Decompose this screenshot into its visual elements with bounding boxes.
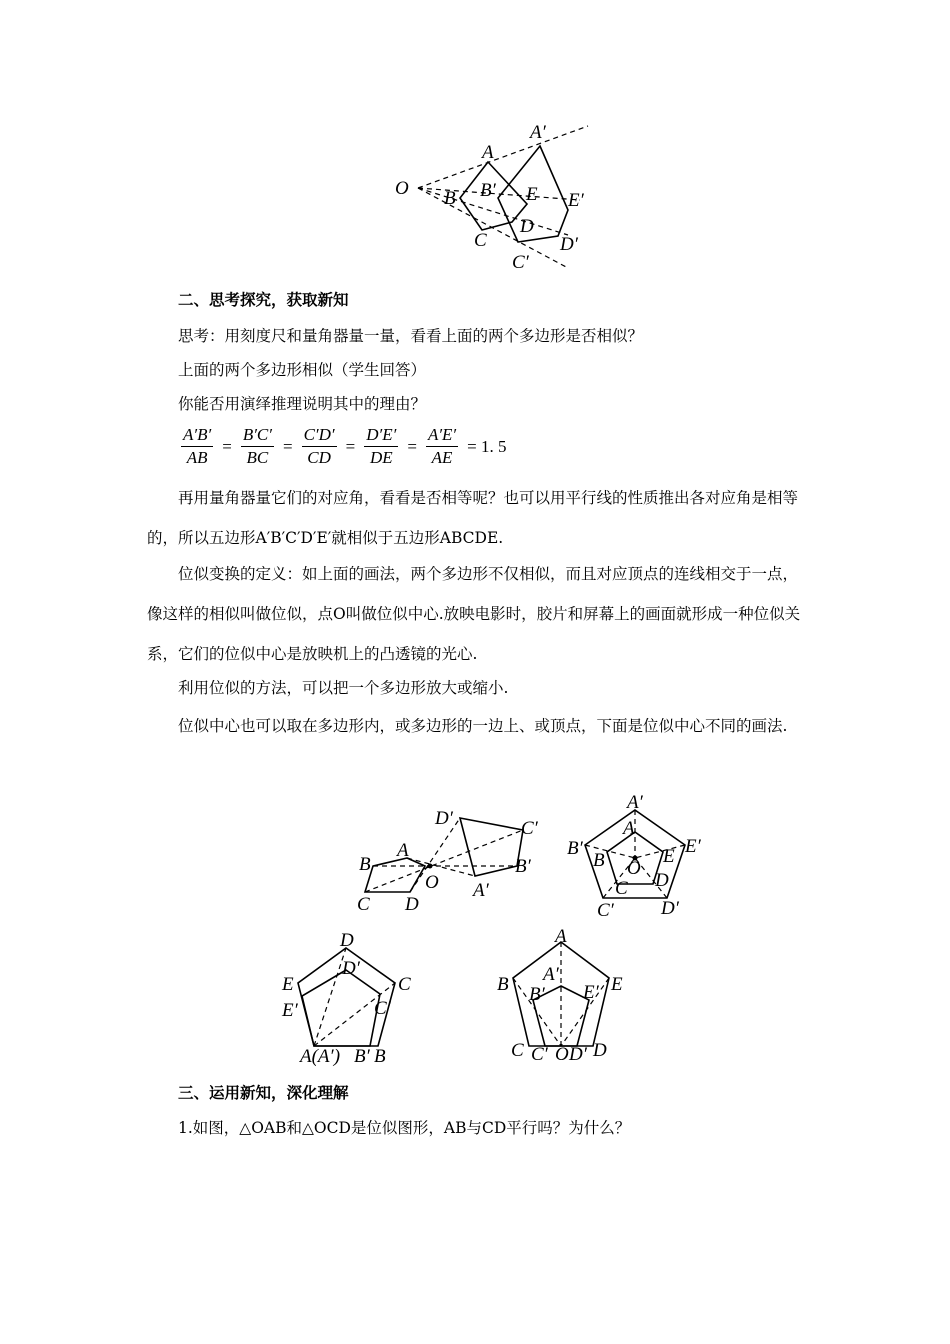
label-B-prime: B′ — [480, 180, 496, 201]
label-C: C — [398, 974, 411, 995]
label-D: D — [520, 216, 534, 237]
label-D: D — [405, 894, 419, 915]
label-B: B — [593, 850, 605, 871]
label-A-prime: A′ — [530, 122, 546, 143]
label-D-prime: D′ — [661, 898, 679, 919]
label-D-prime: D′ — [569, 1044, 587, 1065]
ratio-result: = 1. 5 — [467, 436, 507, 456]
label-D-prime: D′ — [435, 808, 453, 829]
label-A-A-prime: A(A′) — [300, 1046, 341, 1067]
label-A: A — [397, 840, 409, 861]
label-D: D — [340, 930, 354, 951]
section3-heading: 三、运用新知，深化理解 — [178, 1084, 349, 1102]
label-D: D — [655, 870, 669, 891]
reasoning-question: 你能否用演绎推理说明其中的理由？ — [178, 395, 427, 413]
label-D-prime: D′ — [342, 958, 360, 979]
label-A: A — [623, 818, 635, 839]
homothety-figure-outside — [355, 808, 555, 913]
label-A: A — [482, 142, 494, 163]
label-B-prime: B′ — [354, 1046, 370, 1067]
label-C: C — [474, 230, 487, 251]
ratio-fraction: $\frac{C'D'}{CD}$ — [303, 425, 335, 467]
paragraph-angles: 再用量角器量它们的对应角，看看是否相等呢？也可以用平行线的性质推出各对应角是相等的，所以五边形A′B′C′D′E′就相似于五边形ABCDE. — [147, 489, 799, 547]
label-C-prime: C′ — [531, 1044, 548, 1065]
label-C-prime: C′ — [521, 818, 538, 839]
label-A-prime: A′ — [627, 792, 643, 813]
label-B-prime: B′ — [567, 838, 583, 859]
center-point — [428, 864, 433, 869]
label-E: E — [526, 184, 538, 205]
label-O: O — [555, 1044, 569, 1065]
homothety-figure-side — [495, 928, 635, 1063]
label-C-prime: C′ — [597, 900, 614, 921]
label-A-prime: A′ — [473, 880, 489, 901]
think-question: 思考：用刻度尺和量角器量一量，看看上面的两个多边形是否相似？ — [178, 327, 644, 345]
label-B: B — [374, 1046, 386, 1067]
label-E: E — [282, 974, 294, 995]
ratio-formula: $\frac{A'B'}{AB}$ = $\frac{B'C'}{BC}$ = $\frac{C'D'}{CD}$ = $\frac{D'E'}{DE}$ = $\frac{A'E'}{AE}$ = 1. 5 — [183, 425, 507, 467]
label-E-prime: E′ — [568, 190, 584, 211]
label-E: E — [663, 846, 675, 867]
label-B: B — [444, 188, 456, 209]
homothety-figure-vertex — [280, 928, 420, 1067]
student-answer: 上面的两个多边形相似（学生回答） — [178, 361, 427, 379]
ratio-fraction: $\frac{B'C'}{BC}$ — [242, 425, 272, 467]
label-C: C — [615, 878, 628, 899]
exercise-1: 1.如图，△OAB和△OCD是位似图形，AB与CD平行吗？为什么？ — [178, 1119, 631, 1137]
label-C-prime: C′ — [512, 252, 529, 273]
label-E-prime: E′ — [282, 1000, 298, 1021]
label-C: C — [511, 1040, 524, 1061]
ratio-fraction: $\frac{A'B'}{AB}$ — [183, 425, 212, 467]
section2-heading: 二、思考探究，获取新知 — [178, 291, 349, 309]
paragraph-definition: 位似变换的定义：如上面的画法，两个多边形不仅相似，而且对应顶点的连线相交于一点，像这样的相似叫做位似，点O叫做位似中心.放映电影时，胶片和屏幕上的画面就形成一种位似关系，它们的位似中心是放映机上的凸透镜的光心. — [147, 565, 801, 663]
ratio-fraction: $\frac{D'E'}{DE}$ — [366, 425, 397, 467]
label-O: O — [627, 858, 641, 879]
label-E-prime: E′ — [583, 982, 599, 1003]
label-O: O — [425, 872, 439, 893]
paragraph-scale: 利用位似的方法，可以把一个多边形放大或缩小. — [178, 679, 509, 697]
label-C: C — [357, 894, 370, 915]
label-E: E — [611, 974, 623, 995]
label-A: A — [555, 926, 567, 947]
label-B: B — [359, 854, 371, 875]
label-B: B — [497, 974, 509, 995]
label-E-prime: E′ — [685, 836, 701, 857]
label-B-prime: B′ — [529, 984, 545, 1005]
label-D: D — [593, 1040, 607, 1061]
label-B-prime: B′ — [515, 856, 531, 877]
label-C-prime: C′ — [374, 998, 391, 1019]
label-O: O — [395, 178, 409, 199]
ratio-fraction: $\frac{A'E'}{AE}$ — [427, 425, 457, 467]
label-A-prime: A′ — [543, 964, 559, 985]
homothety-figure-inside — [565, 790, 715, 920]
homothety-figure-top — [390, 118, 600, 273]
label-D-prime: D′ — [560, 234, 578, 255]
paragraph-centers: 位似中心也可以取在多边形内，或多边形的一边上、或顶点，下面是位似中心不同的画法. — [178, 717, 788, 735]
